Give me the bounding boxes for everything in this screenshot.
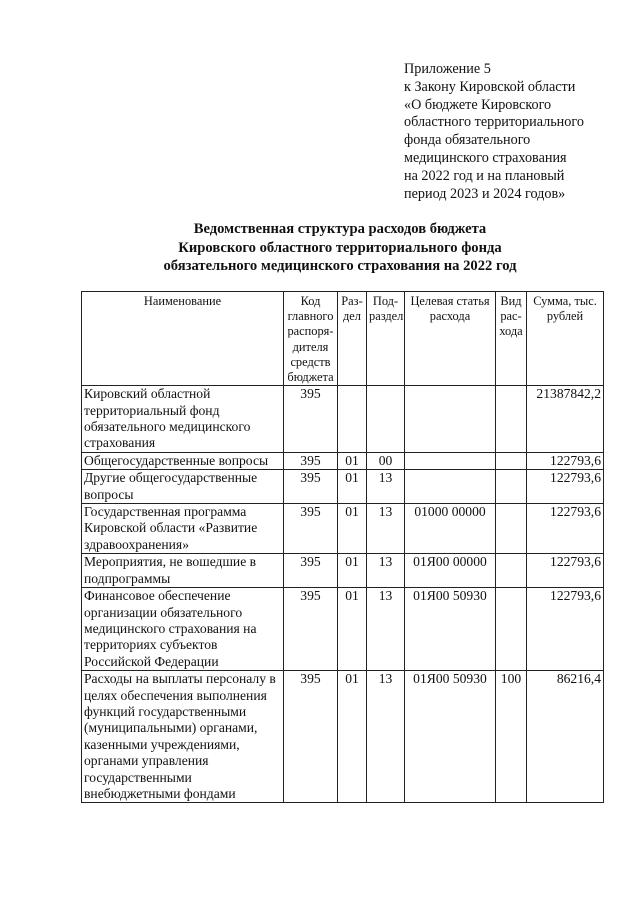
cell-target — [405, 452, 496, 469]
cell-amount: 122793,6 — [527, 504, 604, 554]
expenditure-table — [81, 291, 604, 803]
cell-section: 01 — [338, 452, 367, 469]
appendix-reference — [404, 61, 624, 203]
cell-target: 01Я00 00000 — [405, 554, 496, 588]
appendix-line: Приложение 5 — [404, 61, 491, 77]
cell-name: Финансовое обеспечение организации обязательного медицинского страхования на территориях субъектов Российской Федерации — [82, 588, 284, 671]
cell-type: 100 — [496, 671, 527, 803]
cell-amount: 122793,6 — [527, 588, 604, 671]
appendix-line: к Закону Кировской области — [404, 78, 576, 95]
cell-amount: 86216,4 — [527, 671, 604, 803]
cell-amount: 122793,6 — [527, 554, 604, 588]
title-line: Кировского областного территориального фонда — [178, 239, 502, 256]
cell-code: 395 — [284, 386, 338, 453]
cell-subsection: 13 — [367, 671, 405, 803]
cell-amount: 122793,6 — [527, 470, 604, 504]
cell-code: 395 — [284, 588, 338, 671]
table-row — [82, 386, 604, 453]
cell-section — [338, 386, 367, 453]
cell-subsection: 00 — [367, 452, 405, 469]
header-code: Код главного распоря-дителя средств бюджета — [284, 292, 338, 386]
header-name: Наименование — [82, 292, 284, 386]
header-section: Раз-дел — [338, 292, 367, 386]
title-line: обязательного медицинского страхования на 2022 год — [163, 258, 517, 274]
header-type: Вид рас-хода — [496, 292, 527, 386]
cell-code: 395 — [284, 554, 338, 588]
cell-target — [405, 470, 496, 504]
cell-type — [496, 554, 527, 588]
appendix-line: период 2023 и 2024 годов» — [404, 185, 566, 202]
table-row — [82, 554, 604, 588]
cell-code: 395 — [284, 671, 338, 803]
cell-section: 01 — [338, 671, 367, 803]
cell-code: 395 — [284, 470, 338, 504]
cell-code: 395 — [284, 452, 338, 469]
header-amount: Сумма, тыс. рублей — [527, 292, 604, 386]
header-subsection: Под-раздел — [367, 292, 405, 386]
cell-target: 01Я00 50930 — [405, 588, 496, 671]
appendix-line: медицинского страхования — [404, 149, 567, 166]
cell-type — [496, 452, 527, 469]
table-row — [82, 588, 604, 671]
cell-name: Общегосударственные вопросы — [82, 452, 284, 469]
cell-section: 01 — [338, 470, 367, 504]
cell-section: 01 — [338, 504, 367, 554]
cell-name: Кировский областной территориальный фонд обязательного медицинского страхования — [82, 386, 284, 453]
cell-name: Мероприятия, не вошедшие в подпрограммы — [82, 554, 284, 588]
appendix-line: фонда обязательного — [404, 132, 531, 149]
cell-type — [496, 588, 527, 671]
table-row — [82, 470, 604, 504]
cell-subsection: 13 — [367, 470, 405, 504]
cell-name: Другие общегосударственные вопросы — [82, 470, 284, 504]
cell-type — [496, 386, 527, 453]
table-row — [82, 452, 604, 469]
cell-subsection: 13 — [367, 554, 405, 588]
appendix-line: на 2022 год и на плановый — [404, 167, 565, 184]
appendix-line: областного территориального — [404, 114, 584, 131]
cell-type — [496, 504, 527, 554]
document-title — [80, 220, 600, 276]
cell-amount: 21387842,2 — [527, 386, 604, 453]
cell-code: 395 — [284, 504, 338, 554]
cell-subsection — [367, 386, 405, 453]
cell-name: Расходы на выплаты персоналу в целях обеспечения выполнения функций государственными (муниципальными) органами, казенными учреждениями, органами управления государственными внебюджетными фондами — [82, 671, 284, 803]
cell-target — [405, 386, 496, 453]
cell-subsection: 13 — [367, 588, 405, 671]
cell-subsection: 13 — [367, 504, 405, 554]
cell-section: 01 — [338, 554, 367, 588]
cell-target: 01000 00000 — [405, 504, 496, 554]
table-row — [82, 671, 604, 803]
header-target: Целевая статья расхода — [405, 292, 496, 386]
title-line: Ведомственная структура расходов бюджета — [193, 221, 487, 237]
cell-type — [496, 470, 527, 504]
cell-target: 01Я00 50930 — [405, 671, 496, 803]
table-row — [82, 504, 604, 554]
cell-section: 01 — [338, 588, 367, 671]
cell-amount: 122793,6 — [527, 452, 604, 469]
appendix-line: «О бюджете Кировского — [404, 96, 552, 113]
cell-name: Государственная программа Кировской области «Развитие здравоохранения» — [82, 504, 284, 554]
table-header-row — [82, 292, 604, 386]
